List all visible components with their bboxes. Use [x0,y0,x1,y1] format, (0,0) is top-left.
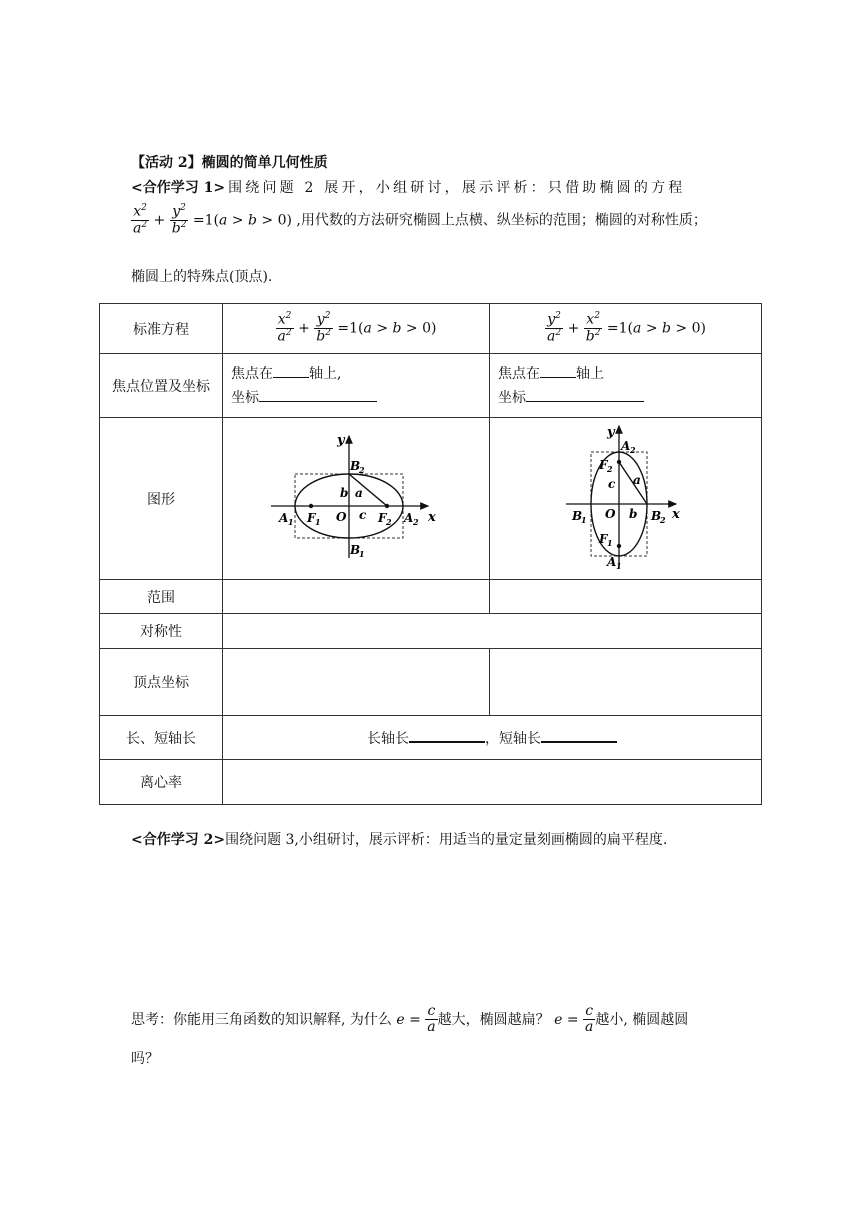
activity-title: 【活动 2】椭圆的简单几何性质 [131,155,328,171]
figure-right-cell [490,418,762,580]
eq-horizontal: $\frac{x^2}{a^2}$ + $\frac{y^2}{b^2}$ =1(a > b > 0) [223,304,490,354]
label-a1: A [279,511,289,525]
focus-f2 [617,460,621,464]
label-y: y [337,433,345,448]
label-x: x [428,510,436,525]
label-a2: A [404,511,414,525]
svg-text:1: 1 [288,517,294,527]
ellipse-property-table [99,303,762,805]
label-o: O [605,507,616,521]
focus-f2 [385,504,389,508]
svg-text:1: 1 [315,517,321,527]
eq-x2-a2: $\frac{x^2}{a^2}$ [133,203,148,237]
svg-text:2: 2 [630,445,636,455]
svg-text:1: 1 [581,515,587,525]
label-a: a [355,486,363,500]
row-label-figure: 图形 [100,418,223,580]
focus-f1 [309,504,313,508]
coop1-text3: 椭圆上的特殊点(顶点). [131,269,273,285]
eccentricity-cell [223,760,762,805]
label-b1: B [350,543,361,557]
label-o: O [336,510,347,524]
think-mid2: 越小, 椭圆越圆 [595,1011,689,1028]
focus-left-cell: 焦点在 轴上, 坐标 [223,354,490,418]
symmetry-cell [223,614,762,649]
vertices-left-cell [223,649,490,716]
focus-right-cell: 焦点在 轴上 坐标 [490,354,762,418]
svg-text:1: 1 [359,549,365,559]
eq-vertical: $\frac{y^2}{a^2}$ + $\frac{x^2}{b^2}$ =1(a > b > 0) [490,304,762,354]
horizontal-ellipse-diagram [223,418,490,575]
coop1-paragraph-line1 [131,177,731,197]
eq-y2-b2: $\frac{y^2}{b^2}$ [171,203,187,237]
label-b1: B [572,509,583,523]
focus-f1 [617,544,621,548]
coop1-text2: ,用代数的方法研究椭圆上点横、纵坐标的范围；椭圆的对称性质； [296,212,707,229]
range-right-cell [490,580,762,614]
think-paragraph: 思考：你能用三角函数的知识解释, 为什么 e = $\frac{c}{a}$ 越大，椭圆越扁？ e = $\frac{c}{a}$ 越小, 椭圆越圆 [131,1003,689,1036]
label-b2: B [350,459,361,473]
row-label-focus: 焦点位置及坐标 [100,354,223,418]
label-f2: F [599,458,608,472]
row-label-symmetry: 对称性 [100,614,223,649]
coop1-text: 围绕问题 2 展开，小组研讨，展示评析：只借助椭圆的方程 [228,180,686,196]
row-label-eccentricity: 离心率 [100,760,223,805]
axes-cell: 长轴长 ，短轴长 [223,716,762,760]
think-prefix: 思考：你能用三角函数的知识解释, 为什么 [131,1011,392,1028]
row-label-standard-eq: 标准方程 [100,304,223,354]
row-label-axes: 长、短轴长 [100,716,223,760]
coop2-text: 围绕问题 3,小组研讨，展示评析：用适当的量定量刻画椭圆的扁平程度. [225,832,668,848]
label-f1: F [307,511,316,525]
label-x: x [672,507,680,522]
think-mid1: 越大，椭圆越扁？ [437,1011,550,1028]
label-a1: A [607,555,617,569]
label-a2: A [621,439,631,453]
label-b: b [340,486,349,500]
label-y: y [607,425,615,440]
think-end: 吗？ [131,1051,159,1067]
svg-text:1: 1 [616,561,622,571]
coop1-label: <合作学习 1> [131,180,226,196]
label-f2: F [378,511,387,525]
row-label-range: 范围 [100,580,223,614]
svg-text:2: 2 [359,465,365,475]
label-b2: B [651,509,662,523]
coop2-paragraph [131,829,667,849]
svg-text:2: 2 [386,517,392,527]
figure-left-cell [223,418,490,580]
coop1-paragraph-line2: $\frac{x^2}{a^2}$ + $\frac{y^2}{b^2}$ =1(a > b > 0) ,用代数的方法研究椭圆上点横、纵坐标的范围；椭圆的对称性质； [133,203,707,237]
vertical-ellipse-diagram [490,418,762,575]
coop2-label: <合作学习 2> [131,832,226,848]
label-b: b [629,507,638,521]
range-left-cell [223,580,490,614]
label-c: c [608,477,616,491]
vertices-right-cell [490,649,762,716]
svg-text:2: 2 [413,517,419,527]
svg-text:2: 2 [607,464,613,474]
svg-text:1: 1 [607,538,613,548]
label-f1: F [599,532,608,546]
label-a: a [633,473,641,487]
label-c: c [359,508,367,522]
svg-text:2: 2 [660,515,666,525]
row-label-vertices: 顶点坐标 [100,649,223,716]
